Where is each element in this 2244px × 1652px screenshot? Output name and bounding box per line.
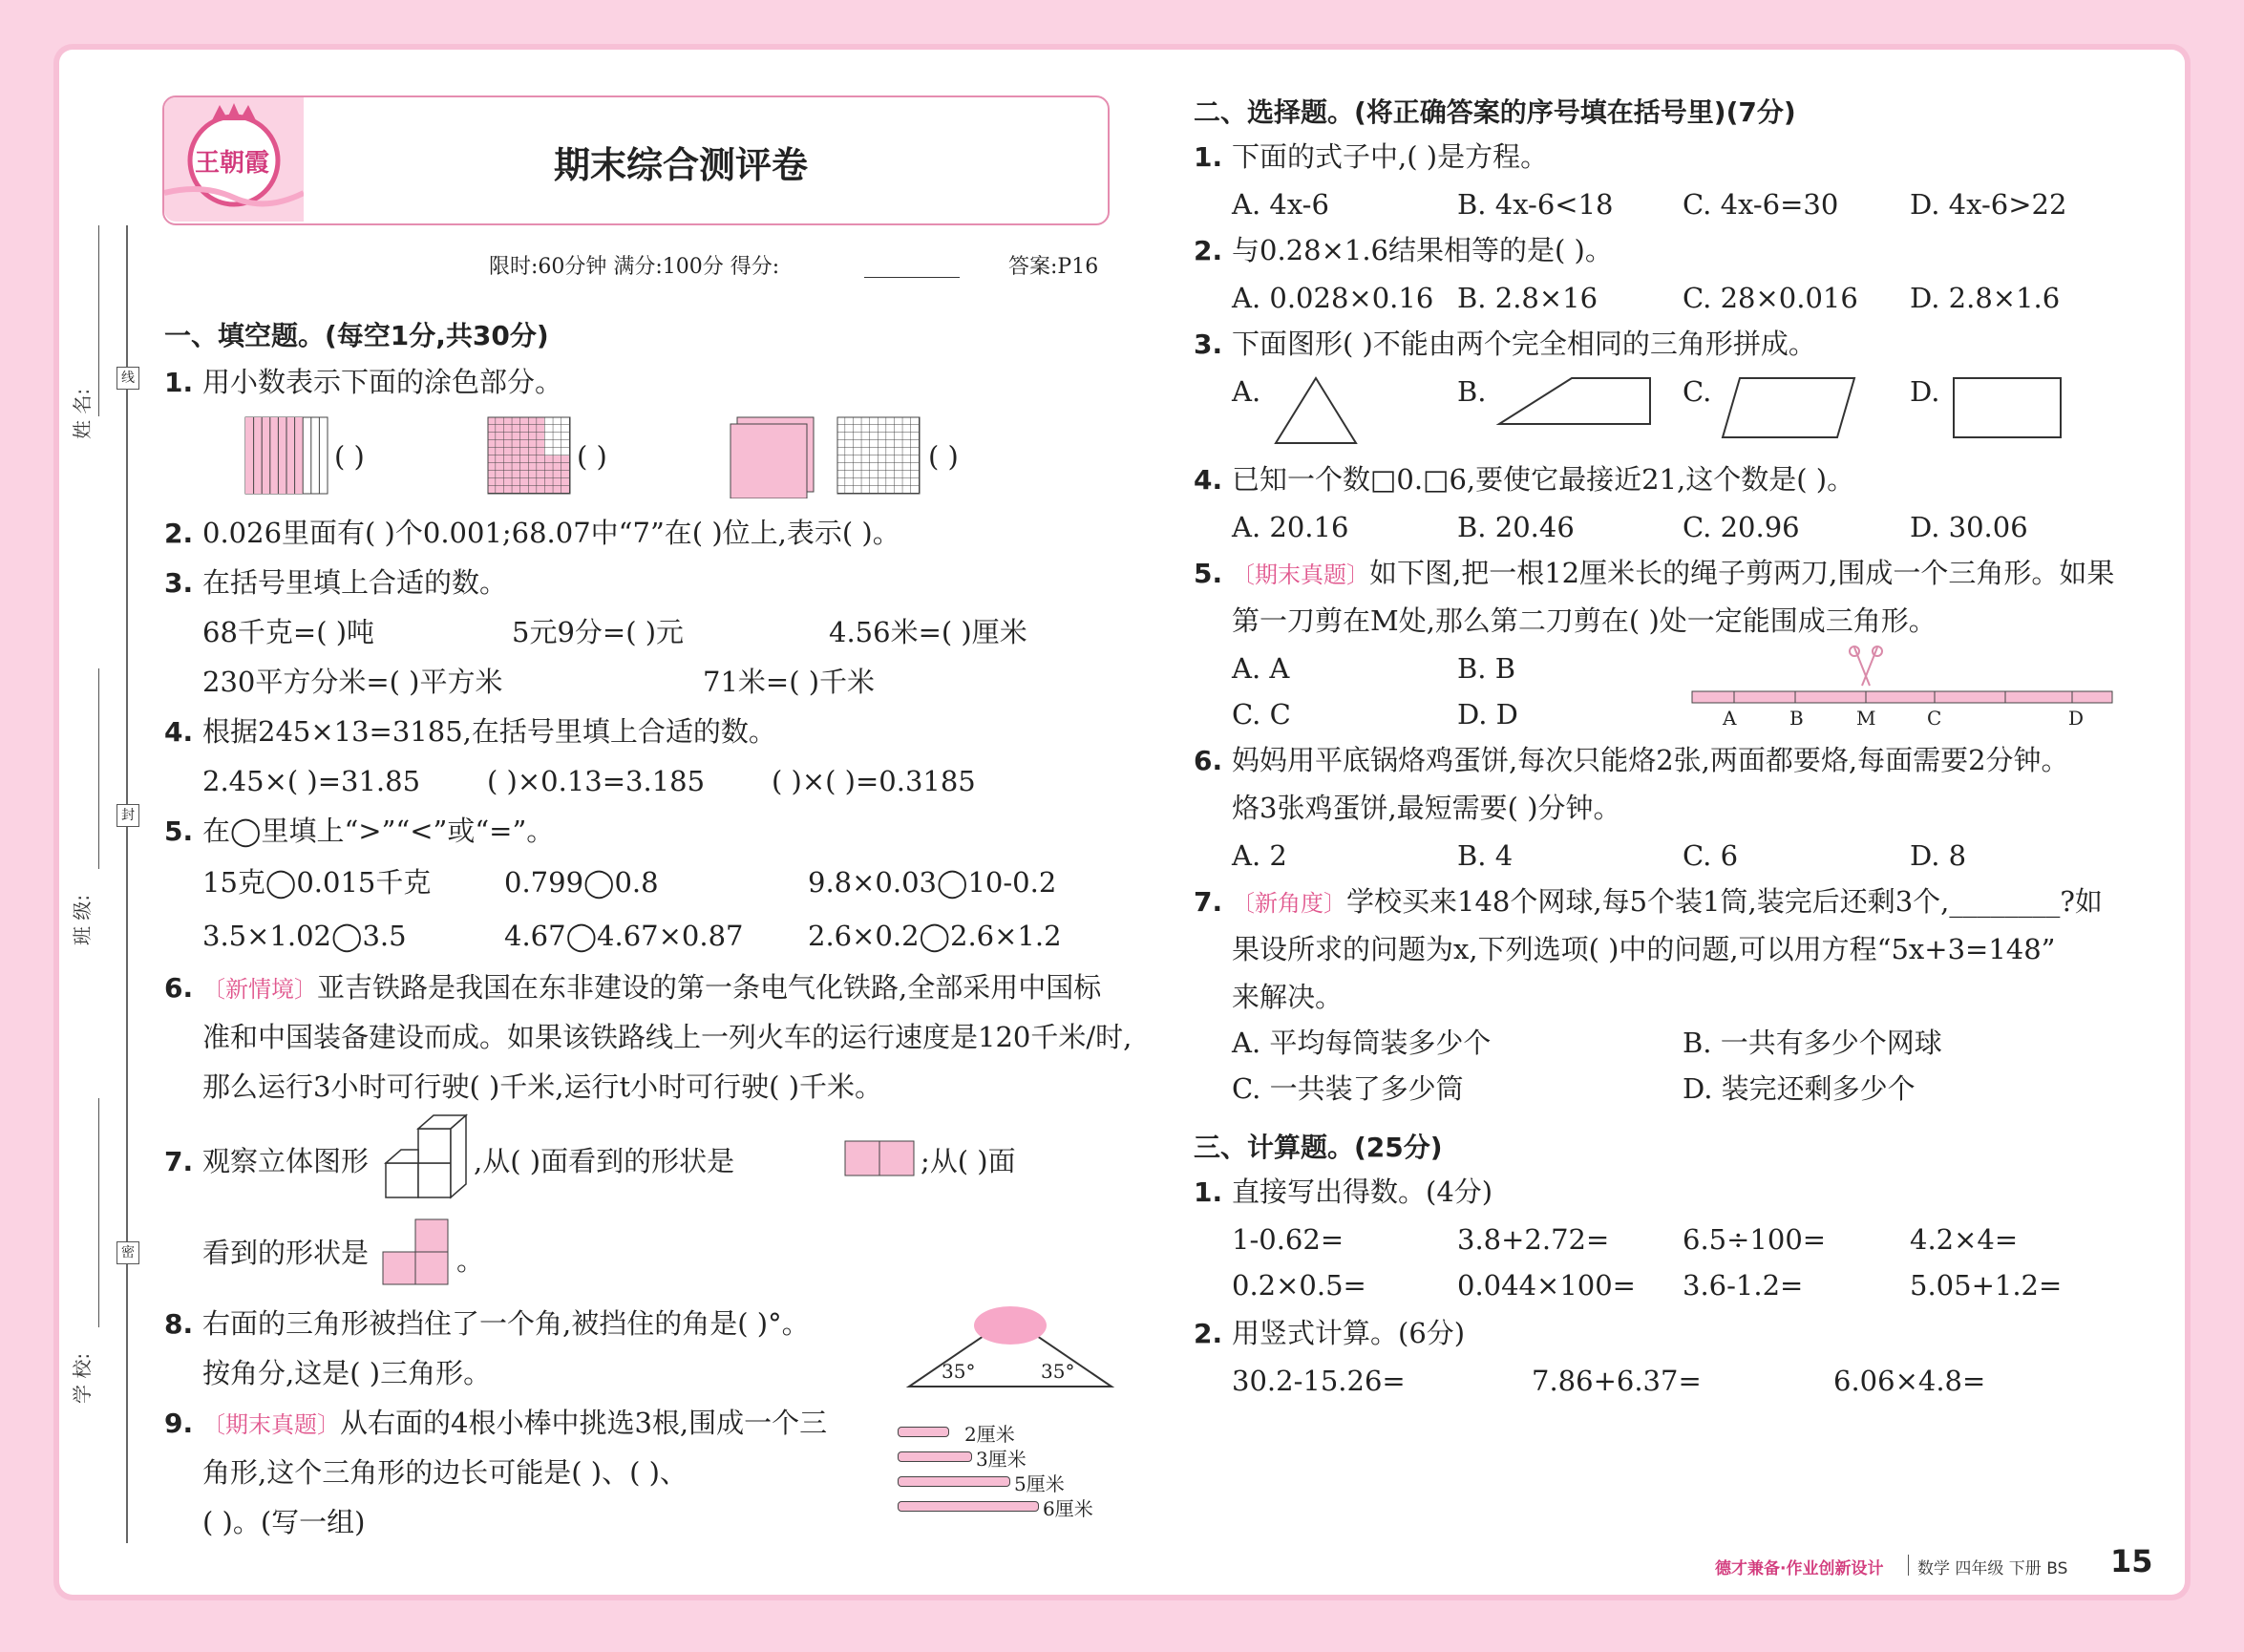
option-d[interactable]: D. bbox=[1910, 375, 1940, 408]
q-text: 根据245×13=3185,在括号里填上合适的数。 bbox=[202, 715, 776, 748]
q-number: 2. bbox=[1194, 235, 1223, 266]
option-b[interactable]: B. 4 bbox=[1457, 839, 1514, 872]
p1-q1 bbox=[164, 363, 562, 402]
q-text: 已知一个数□0.□6,要使它最接近21,这个数是( )。 bbox=[1232, 463, 1855, 496]
q-number: 6. bbox=[1194, 745, 1223, 776]
rope-mark: B bbox=[1789, 707, 1804, 730]
option-d[interactable]: D. 2.8×1.6 bbox=[1910, 282, 2061, 314]
q-number: 1. bbox=[1194, 141, 1223, 173]
calc-item: 7.86+6.37= bbox=[1532, 1365, 1702, 1397]
calc-item: 1-0.62= bbox=[1232, 1223, 1344, 1256]
option-c[interactable]: C. 6 bbox=[1683, 839, 1739, 872]
rope-mark: C bbox=[1927, 707, 1942, 730]
q-text: ;从( )面 bbox=[921, 1145, 1016, 1177]
page-title: 期末综合测评卷 bbox=[554, 144, 809, 186]
q-text: 右面的三角形被挡住了一个角,被挡住的角是( )°。 bbox=[202, 1307, 810, 1340]
q-text: 在◯里填上“>”“<”或“=”。 bbox=[202, 815, 555, 847]
calc-item: 0.044×100= bbox=[1457, 1269, 1636, 1302]
calc-item: 0.2×0.5= bbox=[1232, 1269, 1366, 1302]
fill-item: ( )×0.13=3.185 bbox=[487, 765, 706, 797]
footer-info: 数学 四年级 下册 BS bbox=[1917, 1559, 2068, 1578]
part2-heading: 二、选择题。(将正确答案的序号填在括号里)(7分) bbox=[1194, 96, 1796, 128]
decimal-figure-4 bbox=[836, 416, 921, 497]
logo-text: 王朝霞 bbox=[195, 149, 270, 178]
q-text: 第一刀剪在M处,那么第二刀剪在( )处一定能围成三角形。 bbox=[1232, 604, 1937, 637]
scissors-icon bbox=[1850, 646, 1882, 686]
q-text: 看到的形状是 bbox=[202, 1237, 370, 1269]
q-text: 用小数表示下面的涂色部分。 bbox=[202, 366, 563, 398]
view-shape-2 bbox=[382, 1218, 451, 1287]
q-text: 烙3张鸡蛋饼,最短需要( )分钟。 bbox=[1232, 792, 1621, 824]
fill-item: 4.56米=( )厘米 bbox=[829, 616, 1027, 648]
option-a[interactable]: A. 4x-6 bbox=[1232, 188, 1329, 221]
calc-item: 30.2-15.26= bbox=[1232, 1365, 1406, 1397]
option-c[interactable]: C. 一共装了多少筒 bbox=[1232, 1072, 1464, 1105]
school-label: 学 校: bbox=[71, 1352, 94, 1404]
q-text: ( )。(写一组) bbox=[202, 1506, 366, 1538]
q-number: 3. bbox=[1194, 328, 1223, 360]
option-c[interactable]: C. C bbox=[1232, 698, 1291, 731]
class-label: 班 级: bbox=[71, 894, 94, 945]
triangle-figure bbox=[905, 1299, 1115, 1390]
calc-item: 3.8+2.72= bbox=[1457, 1223, 1610, 1256]
p2-q4 bbox=[1194, 460, 1854, 499]
angle-label-1: 35° bbox=[942, 1360, 976, 1383]
q-number: 4. bbox=[164, 716, 194, 748]
calc-item: 3.6-1.2= bbox=[1683, 1269, 1804, 1302]
blank-2[interactable]: ( ) bbox=[577, 440, 607, 473]
q-text: 角形,这个三角形的边长可能是( )、( )、 bbox=[202, 1456, 688, 1489]
p1-q2 bbox=[164, 514, 900, 553]
q-text: 0.026里面有( )个0.001;68.07中“7”在( )位上,表示( )。 bbox=[202, 517, 900, 549]
footer-brand: 德才兼备·作业创新设计 bbox=[1715, 1559, 1884, 1578]
q-number: 1. bbox=[164, 367, 194, 398]
angle-label-2: 35° bbox=[1041, 1360, 1075, 1383]
q-number: 5. bbox=[1194, 558, 1223, 589]
name-label: 姓 名: bbox=[71, 388, 94, 439]
option-b[interactable]: B. 20.46 bbox=[1457, 511, 1575, 543]
q-number: 7. bbox=[1194, 886, 1223, 918]
rope-mark: D bbox=[2068, 707, 2085, 730]
name-field-line[interactable] bbox=[98, 225, 99, 416]
q-number: 6. bbox=[164, 972, 194, 1004]
parallelogram-shape bbox=[1719, 374, 1858, 441]
page-number: 15 bbox=[2110, 1543, 2153, 1579]
calc-item: 5.05+1.2= bbox=[1910, 1269, 2063, 1302]
view-shape-1 bbox=[844, 1140, 915, 1178]
trapezoid-shape bbox=[1495, 374, 1654, 428]
option-b[interactable]: B. bbox=[1457, 375, 1487, 408]
q-text: ,从( )面看到的形状是 bbox=[474, 1145, 735, 1177]
q-text: 下面的式子中,( )是方程。 bbox=[1232, 140, 1549, 173]
option-b[interactable]: B. B bbox=[1457, 652, 1516, 685]
q-text: 按角分,这是( )三角形。 bbox=[202, 1357, 492, 1389]
q-text: 与0.28×1.6结果相等的是( )。 bbox=[1232, 234, 1613, 266]
p1-q3 bbox=[164, 563, 507, 603]
fill-item: 2.45×( )=31.85 bbox=[202, 765, 421, 797]
q-text: 用竖式计算。(6分) bbox=[1232, 1317, 1466, 1349]
q-text: 妈妈用平底锅烙鸡蛋饼,每次只能烙2张,两面都要烙,每面需要2分钟。 bbox=[1232, 744, 2069, 776]
q-text: 亚吉铁路是我国在东非建设的第一条电气化铁路,全部采用中国标 bbox=[317, 971, 1102, 1004]
p2-q6 bbox=[1194, 741, 2069, 780]
q-number: 4. bbox=[1194, 464, 1223, 496]
option-c[interactable]: C. bbox=[1683, 375, 1712, 408]
p2-q3 bbox=[1194, 325, 1816, 364]
q-text: 从右面的4根小棒中挑选3根,围成一个三 bbox=[340, 1407, 828, 1439]
stick bbox=[898, 1427, 949, 1437]
solid-figure-icon bbox=[384, 1113, 470, 1201]
p2-q2 bbox=[1194, 231, 1613, 270]
seal-mi-label: 密 bbox=[116, 1241, 139, 1264]
q-text: 在括号里填上合适的数。 bbox=[202, 566, 508, 599]
tag-label: 〔新角度〕 bbox=[1232, 890, 1346, 917]
compare-item: 15克◯0.015千克 bbox=[202, 866, 432, 899]
option-c[interactable]: C. 28×0.016 bbox=[1683, 282, 1858, 314]
q-number: 2. bbox=[1194, 1318, 1223, 1349]
part1-heading: 一、填空题。(每空1分,共30分) bbox=[164, 320, 549, 351]
option-a[interactable]: A. bbox=[1232, 375, 1261, 408]
p2-q7 bbox=[1194, 882, 2103, 922]
p1-q5 bbox=[164, 812, 554, 851]
fill-item: ( )×( )=0.3185 bbox=[772, 765, 976, 797]
rectangle-shape bbox=[1952, 376, 2063, 439]
compare-item: 4.67◯4.67×0.87 bbox=[504, 920, 744, 952]
tag-label: 〔新情境〕 bbox=[202, 976, 317, 1003]
option-a[interactable]: A. 0.028×0.16 bbox=[1232, 282, 1434, 314]
option-b[interactable]: B. 2.8×16 bbox=[1457, 282, 1598, 314]
calc-item: 6.06×4.8= bbox=[1833, 1365, 1986, 1397]
seal-seal-label: 封 bbox=[116, 804, 139, 827]
p3-q1 bbox=[1194, 1173, 1492, 1212]
school-field-line[interactable] bbox=[98, 1098, 99, 1327]
p1-q4 bbox=[164, 712, 776, 752]
decimal-figure-1 bbox=[244, 416, 330, 497]
calc-item: 6.5÷100= bbox=[1683, 1223, 1827, 1256]
compare-item: 2.6×0.2◯2.6×1.2 bbox=[808, 920, 1062, 952]
stick-label: 3厘米 bbox=[976, 1448, 1027, 1471]
q-text: 准和中国装备建设而成。如果该铁路线上一列火车的运行速度是120千米/时, bbox=[202, 1021, 1133, 1053]
q-text: 如下图,把一根12厘米长的绳子剪两刀,围成一个三角形。如果 bbox=[1369, 557, 2115, 589]
q-number: 8. bbox=[164, 1308, 194, 1340]
seal-line-label: 线 bbox=[116, 367, 139, 390]
p1-q6 bbox=[164, 968, 1101, 1008]
blank-1[interactable]: ( ) bbox=[334, 440, 365, 473]
option-a[interactable]: A. 平均每筒装多少个 bbox=[1232, 1027, 1492, 1059]
stick-label: 2厘米 bbox=[964, 1423, 1015, 1446]
compare-item: 3.5×1.02◯3.5 bbox=[202, 920, 407, 952]
option-b[interactable]: B. 一共有多少个网球 bbox=[1683, 1027, 1942, 1059]
option-d[interactable]: D. 8 bbox=[1910, 839, 1967, 872]
q-number: 1. bbox=[1194, 1176, 1223, 1208]
option-b[interactable]: B. 4x-6<18 bbox=[1457, 188, 1614, 221]
option-a[interactable]: A. A bbox=[1232, 652, 1290, 685]
decimal-figure-2 bbox=[487, 416, 571, 497]
p1-q7 bbox=[164, 1142, 369, 1181]
fill-item: 230平方分米=( )平方米 bbox=[202, 666, 503, 698]
class-field-line[interactable] bbox=[98, 668, 99, 869]
option-c[interactable]: C. 20.96 bbox=[1683, 511, 1800, 543]
option-c[interactable]: C. 4x-6=30 bbox=[1683, 188, 1839, 221]
tag-label: 〔期末真题〕 bbox=[1232, 561, 1369, 588]
footer-divider bbox=[1908, 1555, 1909, 1576]
option-d[interactable]: D. 4x-6>22 bbox=[1910, 188, 2067, 221]
rope-figure bbox=[1690, 644, 2116, 705]
fill-item: 68千克=( )吨 bbox=[202, 616, 375, 648]
stick bbox=[898, 1501, 1039, 1512]
p2-q1 bbox=[1194, 138, 1548, 177]
answer-ref: 答案:P16 bbox=[1008, 255, 1099, 279]
rope-mark: M bbox=[1856, 707, 1876, 730]
option-a[interactable]: A. 20.16 bbox=[1232, 511, 1349, 543]
binding-line bbox=[126, 225, 128, 1543]
p1-q9 bbox=[164, 1404, 827, 1444]
blank-3[interactable]: ( ) bbox=[928, 440, 959, 473]
logo-panel bbox=[164, 97, 304, 222]
compare-item: 9.8×0.03◯10-0.2 bbox=[808, 866, 1057, 899]
q-text: 观察立体图形 bbox=[202, 1145, 370, 1177]
score-field[interactable] bbox=[864, 277, 960, 278]
option-a[interactable]: A. 2 bbox=[1232, 839, 1287, 872]
q-text: 直接写出得数。(4分) bbox=[1232, 1175, 1493, 1208]
q-number: 5. bbox=[164, 815, 194, 847]
q-text: 。 bbox=[456, 1244, 485, 1277]
compare-item: 0.799◯0.8 bbox=[504, 866, 659, 899]
option-d[interactable]: D. 装完还剩多少个 bbox=[1683, 1072, 1916, 1105]
decimal-figure-3 bbox=[730, 416, 815, 498]
q-text: 那么运行3小时可行驶( )千米,运行t小时可行驶( )千米。 bbox=[202, 1070, 883, 1103]
option-d[interactable]: D. 30.06 bbox=[1910, 511, 2028, 543]
exam-info: 限时:60分钟 满分:100分 得分: bbox=[489, 255, 780, 279]
calc-item: 4.2×4= bbox=[1910, 1223, 2019, 1256]
q-number: 3. bbox=[164, 567, 194, 599]
p1-q8 bbox=[164, 1304, 810, 1344]
stick bbox=[898, 1451, 972, 1462]
rope-mark: A bbox=[1723, 707, 1737, 730]
p2-q5 bbox=[1194, 554, 2114, 594]
fill-item: 5元9分=( )元 bbox=[512, 616, 685, 648]
q-number: 9. bbox=[164, 1408, 194, 1439]
fill-item: 71米=( )千米 bbox=[703, 666, 876, 698]
stick-label: 6厘米 bbox=[1043, 1497, 1093, 1520]
stick-label: 5厘米 bbox=[1014, 1472, 1065, 1495]
tag-label: 〔期末真题〕 bbox=[202, 1411, 340, 1438]
stick bbox=[898, 1476, 1010, 1487]
q-number: 2. bbox=[164, 518, 194, 549]
q-text: 来解决。 bbox=[1232, 981, 1344, 1013]
q-text: 下面图形( )不能由两个完全相同的三角形拼成。 bbox=[1232, 328, 1816, 360]
q-number: 7. bbox=[164, 1146, 194, 1177]
p3-q2 bbox=[1194, 1314, 1465, 1353]
q-text: 果设所求的问题为x,下列选项( )中的问题,可以用方程“5x+3=148” bbox=[1232, 933, 2056, 965]
triangle-shape bbox=[1272, 374, 1360, 447]
q-text: 学校买来148个网球,每5个装1筒,装完后还剩3个,________?如 bbox=[1346, 885, 2103, 918]
part3-heading: 三、计算题。(25分) bbox=[1194, 1132, 1443, 1163]
option-d[interactable]: D. D bbox=[1457, 698, 1518, 731]
